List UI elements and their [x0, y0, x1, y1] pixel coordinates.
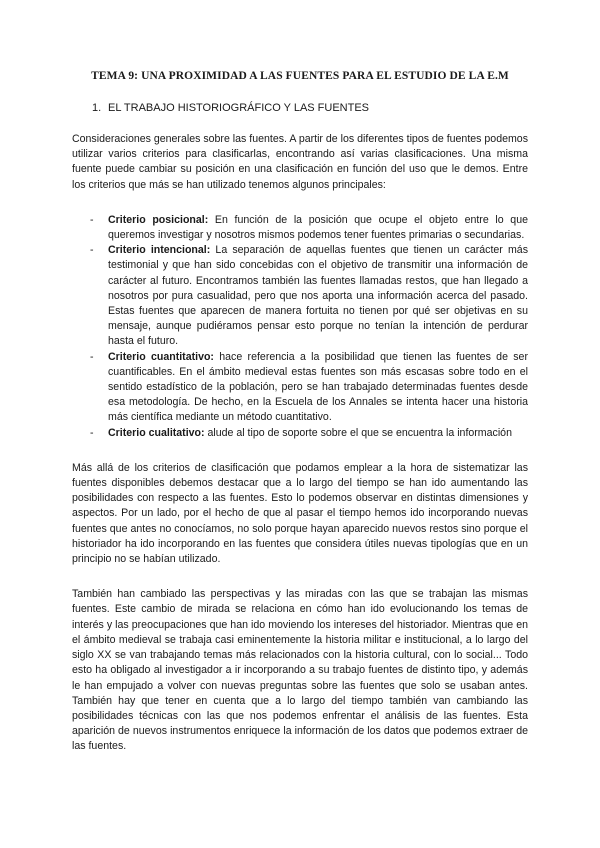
criterion-text: hace referencia a la posibilidad que tienen las fuentes de ser cuantificables. En el ámbito medieval estas fuentes son más escasas sobre todo en el sentido estadístico de la población, pero se han trabajado determinadas fuentes desde esa metodología. De hecho, en la Escuela de los Annales se intenta hacer una historia más científica mediante un método cuantitativo.: [108, 350, 528, 424]
criterion-text: En función de la posición que ocupe el objeto entre lo que queremos investigar y nosotros mismos podemos tener fuentes primarias o secundarias.: [108, 213, 528, 242]
list-item: [72, 426, 528, 441]
bullet-dash: -: [90, 426, 94, 439]
criterion-term: Criterio intencional:: [108, 244, 211, 257]
criterion-term: Criterio cualitativo:: [108, 426, 205, 439]
bullet-dash: -: [90, 244, 94, 257]
section-number: 1.: [92, 102, 102, 114]
bullet-dash: -: [90, 350, 94, 363]
criterion-term: Criterio cuantitativo:: [108, 350, 214, 363]
list-item: [72, 213, 528, 243]
criterion-text: La separación de aquellas fuentes que tienen un carácter más testimonial y que han sido concebidas con el objetivo de transmitir una información de carácter al futuro. Encontramos también las fuentes llamadas restos, que han llegado a nosotros por pura casualidad, pero que nos aporta una información acerca del pasado. Estas fuentes que aparecen de manera fortuita no tienen por qué ser objetivas en su mensaje, aunque pudiéramos pensar esto porque no tenían la intención de perdurar hasta el futuro.: [108, 244, 528, 348]
criterion-term: Criterio posicional:: [108, 213, 209, 226]
bullet-dash: -: [90, 213, 94, 226]
criteria-list: [72, 213, 528, 441]
list-item: [72, 243, 528, 349]
intro-paragraph: Consideraciones generales sobre las fuentes. A partir de los diferentes tipos de fuentes podemos utilizar varios criterios para clasificarlas, encontrando así varias clasificaciones. Una misma fuente puede cambiar su posición en una clasificación en función del uso que le demos. Entre los criterios que más se han utilizado tenemos algunos principales:: [72, 133, 528, 191]
body-paragraph-3: También han cambiado las perspectivas y las miradas con las que se trabajan las mismas fuentes. Este cambio de mirada se relaciona en cómo han ido evolucionando los temas de interés y las preocupaciones que han ido moviendo los intereses del historiador. Mientras que en el ámbito medieval se trabaja casi eminentemente la historia militar e institucional, a lo largo del siglo XX se van trabajando temas más relacionados con la historia cultural, con lo social... Todo esto ha obligado al investigador a ir incorporando a su trabajo fuentes de distinto tipo, y además le han empujado a volver con nuevas preguntas sobre las fuentes que solo se usaban antes. También hay que tener en cuenta que a lo largo del tiempo también van cambiando las posibilidades técnicas con las que nos podemos enfrentar el análisis de las fuentes. Esta aparición de nuevos instrumentos enriquece la información de los datos que podemos extraer de las fuentes.: [72, 588, 528, 753]
section-title: EL TRABAJO HISTORIOGRÁFICO Y LAS FUENTES: [108, 102, 370, 114]
list-item: [72, 350, 528, 426]
section-heading: [72, 102, 528, 114]
document-title: TEMA 9: UNA PROXIMIDAD A LAS FUENTES PARA EL ESTUDIO DE LA E.M: [91, 70, 509, 82]
body-paragraph-2: Más allá de los criterios de clasificación que podamos emplear a la hora de sistematizar las fuentes disponibles debemos destacar que a lo largo del tiempo se han ido aumentando las posibilidades con respecto a las fuentes. Esto lo podemos observar en distintas dimensiones y aspectos. Por un lado, por el hecho de que al pasar el tiempo hemos ido incorporando nuevas fuentes que antes no conocíamos, no solo porque hayan aparecido nuevos restos sino porque el historiador ha ido incorporando en las fuentes que considera útiles nuevas tipologías que en un principio no se habían utilizado.: [72, 461, 528, 566]
criterion-text: alude al tipo de soporte sobre el que se encuentra la información: [204, 426, 512, 439]
